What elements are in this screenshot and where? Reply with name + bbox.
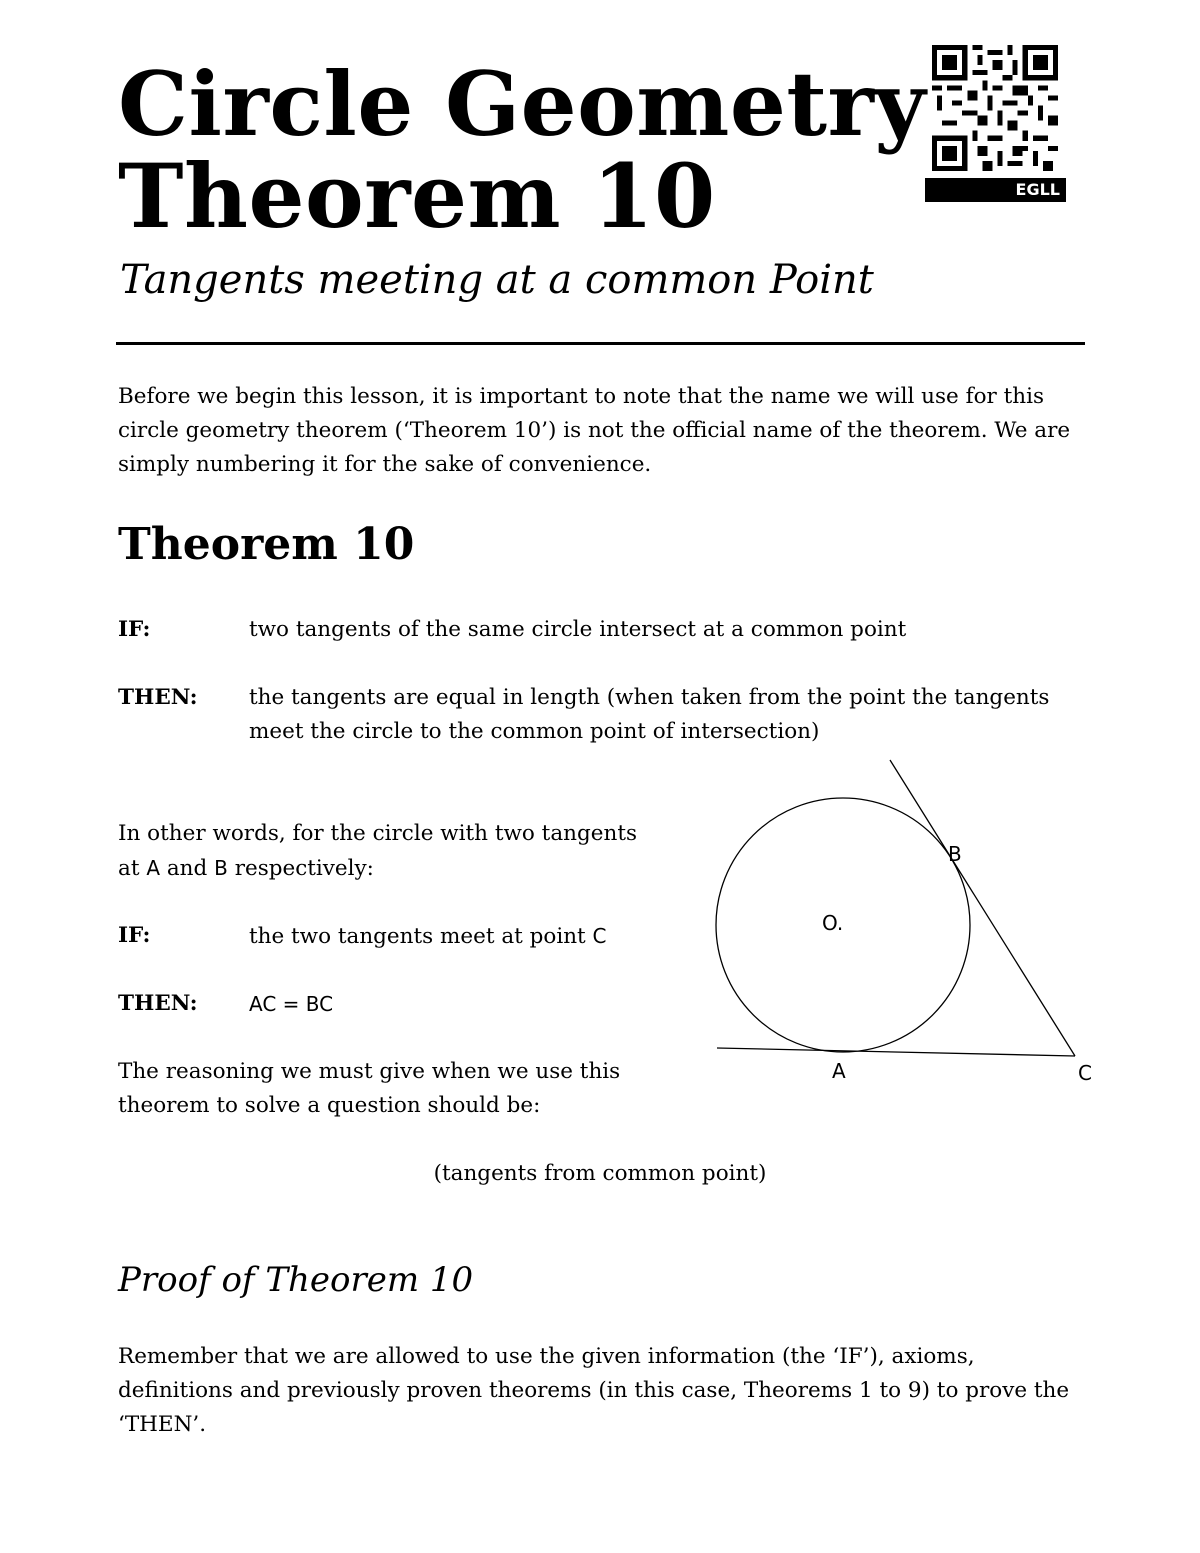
- title-line-2: Theorem 10: [118, 144, 716, 248]
- label-a: A: [832, 1059, 846, 1083]
- reasoning-statement: (tangents from common point): [433, 1161, 767, 1186]
- example-intro-line-1: In other words, for the circle with two tangents: [118, 821, 637, 846]
- proof-paragraph: Remember that we are allowed to use the given information (the ‘IF’), axioms, definitions and previously proven theorems (in this case, Theorems 1 to 9) to prove the ‘THEN’.: [118, 1344, 1070, 1437]
- intro-paragraph: Before we begin this lesson, it is important to note that the name we will use for this circle geometry theorem (‘Theorem 10’) is not the official name of the theorem. We are simply numbering it for the sake of convenience.: [118, 384, 1071, 477]
- point-c-ref: C: [592, 924, 607, 948]
- example-if-text: the two tangents meet at point C: [249, 924, 607, 949]
- tangent-line-bc: [890, 760, 1075, 1056]
- label-c: C: [1078, 1061, 1092, 1085]
- proof-heading: Proof of Theorem 10: [118, 1260, 474, 1300]
- point-b-ref: B: [214, 856, 228, 880]
- qr-code-label: EGLL: [925, 178, 1066, 202]
- example-intro: [118, 817, 678, 886]
- header-divider: [116, 342, 1085, 345]
- example-intro-line-2: at A and B respectively:: [118, 856, 374, 881]
- title-line-1: Circle Geometry: [118, 52, 927, 156]
- page-title: [118, 52, 927, 248]
- label-b: B: [948, 842, 962, 866]
- theorem-then-text: the tangents are equal in length (when taken from the point the tangents meet the circle to the common point of intersection): [249, 685, 1050, 744]
- theorem-then-label: THEN:: [118, 685, 198, 710]
- point-a-ref: A: [146, 856, 160, 880]
- theorem-if-label: IF:: [118, 617, 151, 642]
- example-then-equation: AC = BC: [249, 992, 334, 1016]
- theorem-if-text: two tangents of the same circle intersect at a common point: [249, 617, 907, 642]
- qr-code-icon: [932, 44, 1058, 172]
- tangent-line-ac: [717, 1048, 1075, 1056]
- theorem-heading: Theorem 10: [118, 519, 415, 570]
- reasoning-text: The reasoning we must give when we use this theorem to solve a question should be:: [118, 1059, 621, 1118]
- example-then-label: THEN:: [118, 991, 198, 1016]
- example-if-label: IF:: [118, 923, 151, 948]
- page-subtitle: Tangents meeting at a common Point: [120, 257, 874, 303]
- tangent-diagram: [700, 750, 1120, 1100]
- label-o: O.: [822, 911, 844, 935]
